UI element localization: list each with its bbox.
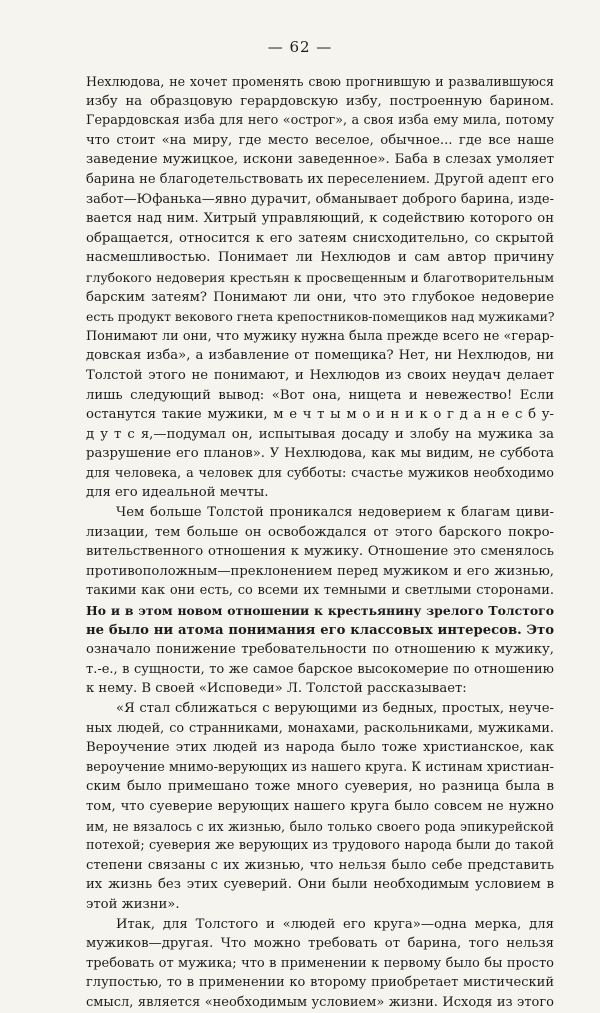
text-line: Нехлюдова, не хочет променять свою прогнившую и развалившуюся — [86, 74, 554, 89]
text-line: есть продукт векового гнета крепостников-помещиков над мужиками? — [86, 309, 555, 325]
text-line: ским было примешано тоже много суеверия, но разница была в — [86, 779, 554, 795]
text-line: насмешливостью. Понимает ли Нехлюдов и сам автор причину — [86, 250, 554, 266]
text-line: Герардовская изба для него «острог», а своя изба ему мила, потому — [86, 113, 554, 129]
text-line: означало понижение требовательности по отношению к мужику, — [86, 642, 554, 658]
text-line: барина не благодетельствовать их переселением. Другой адепт его — [86, 171, 554, 187]
text-line: Чем больше Толстой проникался недоверием к благам циви- — [116, 505, 554, 521]
text-line: вительственного отношения к мужику. Отношение это сменялось — [86, 544, 554, 560]
text-line: противоположным—преклонением перед мужиком и его жизнью, — [86, 563, 554, 579]
text-line: обращается, относится к его затеям снисходительно, со скрытой — [86, 230, 554, 246]
text-line: Но и в этом новом отношении к крестьянину зрелого Толстого — [86, 603, 554, 619]
text-line: глупостью, то в применении ко второму приобретает мистический — [86, 975, 554, 991]
text-line: д у т с я,—подумал он, испытывая досаду и злобу на мужика за — [86, 426, 554, 442]
text-line: степени связаны с их жизнью, что нельзя было себе представить — [86, 857, 554, 873]
text-line: довская изба», а избавление от помещика? Нет, ни Нехлюдов, ни — [86, 348, 554, 364]
text-line: Итак, для Толстого и «людей его круга»—одна мерка, для — [116, 916, 554, 932]
text-line: для его идеальной мечты. — [86, 485, 269, 501]
text-line: требовать от мужика; что в применении к первому было бы просто — [86, 955, 554, 971]
text-line: избу на образцовую герардовскую избу, построенную барином. — [86, 93, 554, 109]
text-line: Вероучение этих людей из народа было тоже христианское, как — [86, 740, 554, 756]
text-line: для человека, а человек для субботы: счастье мужиков необходимо — [86, 465, 554, 481]
text-line: потехой; суеверия же верующих из трудового народа были до такой — [86, 838, 554, 854]
text-line: смысл, является «необходимым условием» жизни. Исходя из этого — [86, 994, 554, 1010]
body-text — [86, 72, 554, 1013]
text-line: Понимают ли они, что мужику нужна была прежде всего не «герар- — [86, 328, 554, 344]
text-line: вероучение мнимо-верующих из нашего круга. К истинам христиан- — [86, 759, 554, 775]
text-line: лишь следующий вывод: «Вот она, нищета и невежество! Если — [86, 387, 554, 403]
page-number: — 62 — — [267, 38, 333, 56]
text-line: забот—Юфанька—явно дурачит, обманывает доброго барина, изде- — [86, 191, 554, 207]
text-line: их жизнь без этих суеверий. Они были необходимым условием в — [86, 877, 554, 893]
text-line: «Я стал сближаться с верующими из бедных, простых, неуче- — [116, 701, 554, 716]
text-line: им, не вязалось с их жизнью, было только своего рода эпикурейской — [86, 818, 554, 834]
text-line: этой жизни». — [86, 896, 180, 912]
text-line: барским затеям? Понимают ли они, что это глубокое недоверие — [86, 289, 554, 305]
text-line: т.-е., в сущности, то же самое барское высокомерие по отношению — [86, 661, 554, 677]
text-line: такими как они есть, со всеми их темными и светлыми сторонами. — [86, 583, 554, 599]
text-line: ных людей, со странниками, монахами, раскольниками, мужиками. — [86, 720, 554, 736]
text-line: не было ни атома понимания его классовых интересов. Это — [86, 622, 554, 638]
text-line: лизации, тем больше он освобождался от этого барского покро- — [86, 524, 554, 540]
text-line: разрушение его планов». У Нехлюдова, как мы видим, не суббота — [86, 446, 554, 462]
text-line: глубокого недоверия крестьян к просвещенным и благотворительным — [86, 269, 554, 285]
text-line: том, что суеверие верующих нашего круга было совсем не нужно — [86, 798, 554, 814]
text-line: мужиков—другая. Что можно требовать от барина, того нельзя — [86, 936, 554, 952]
text-line: заведение мужицкое, искони заведенное». Баба в слезах умоляет — [86, 152, 554, 168]
text-line: останутся такие мужики, м е ч т ы м о и н и к о г д а н е с б у- — [86, 407, 554, 423]
text-line: Толстой этого не понимают, и Нехлюдов из своих неудач делает — [86, 367, 554, 383]
text-line: что стоит «на миру, где место веселое, обычное... где все наше — [86, 132, 554, 148]
text-line: к нему. В своей «Исповеди» Л. Толстой рассказывает: — [86, 681, 467, 697]
text-line: вается над ним. Хитрый управляющий, к содействию которого он — [86, 211, 554, 227]
